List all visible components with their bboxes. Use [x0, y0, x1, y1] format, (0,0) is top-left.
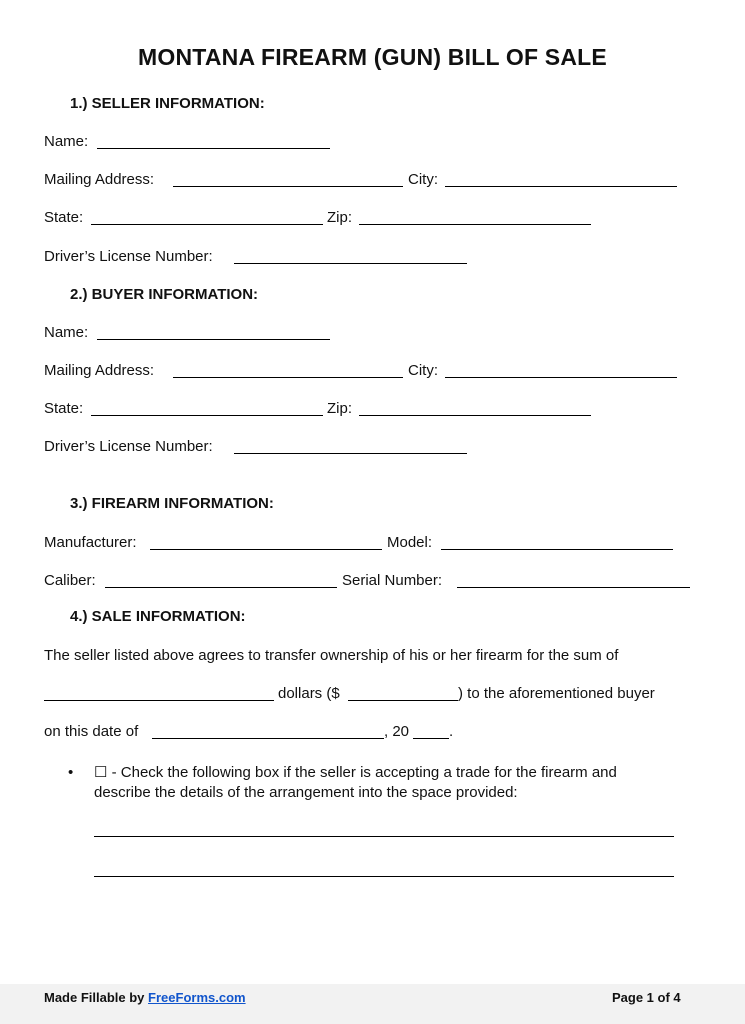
buyer-name-label: Name: — [44, 324, 89, 341]
buyer-city-field[interactable] — [445, 377, 677, 378]
buyer-name-field[interactable] — [97, 339, 330, 340]
seller-city-label: City: — [408, 171, 438, 188]
model-label: Model: — [387, 534, 433, 551]
sale-amount-number-field[interactable] — [348, 700, 458, 701]
year-prefix-text: , 20 — [384, 723, 410, 740]
seller-mailing-label: Mailing Address: — [44, 171, 155, 188]
buyer-state-label: State: — [44, 400, 84, 417]
serial-number-label: Serial Number: — [342, 572, 443, 589]
freeforms-link[interactable]: FreeForms.com — [148, 990, 246, 1005]
dollars-label: dollars ($ — [278, 685, 340, 702]
seller-zip-label: Zip: — [327, 209, 353, 226]
bullet-icon: • — [68, 764, 74, 781]
sale-year-field[interactable] — [413, 738, 449, 739]
buyer-license-field[interactable] — [234, 453, 467, 454]
seller-license-label: Driver’s License Number: — [44, 248, 213, 265]
caliber-field[interactable] — [105, 587, 337, 588]
manufacturer-field[interactable] — [150, 549, 382, 550]
trade-checkbox-text[interactable]: ☐ - Check the following box if the seller is accepting a trade for the firearm and — [94, 764, 617, 781]
model-field[interactable] — [441, 549, 673, 550]
sale-date-label: on this date of — [44, 723, 139, 740]
trade-details-line-1[interactable] — [94, 836, 674, 837]
manufacturer-label: Manufacturer: — [44, 534, 137, 551]
buyer-zip-field[interactable] — [359, 415, 591, 416]
seller-name-field[interactable] — [97, 148, 330, 149]
seller-license-field[interactable] — [234, 263, 467, 264]
serial-number-field[interactable] — [457, 587, 690, 588]
footer-credit — [44, 990, 246, 1005]
buyer-suffix-text: ) to the aforementioned buyer — [458, 685, 655, 702]
year-suffix-text: . — [449, 723, 454, 740]
made-fillable-text: Made Fillable by — [44, 990, 145, 1005]
buyer-zip-label: Zip: — [327, 400, 353, 417]
buyer-state-field[interactable] — [91, 415, 323, 416]
seller-name-label: Name: — [44, 133, 89, 150]
caliber-label: Caliber: — [44, 572, 96, 589]
buyer-mailing-field[interactable] — [173, 377, 403, 378]
buyer-license-label: Driver’s License Number: — [44, 438, 213, 455]
page-indicator: Page 1 of 4 — [612, 990, 681, 1005]
trade-instructions-text: describe the details of the arrangement into the space provided: — [94, 784, 518, 801]
seller-zip-field[interactable] — [359, 224, 591, 225]
buyer-section-heading: 2.) BUYER INFORMATION: — [70, 286, 259, 303]
buyer-mailing-label: Mailing Address: — [44, 362, 155, 379]
seller-state-field[interactable] — [91, 224, 323, 225]
seller-state-label: State: — [44, 209, 84, 226]
sale-amount-words-field[interactable] — [44, 700, 274, 701]
seller-mailing-field[interactable] — [173, 186, 403, 187]
buyer-city-label: City: — [408, 362, 438, 379]
sale-agreement-text: The seller listed above agrees to transfer ownership of his or her firearm for the sum of — [44, 647, 619, 664]
document-title: MONTANA FIREARM (GUN) BILL OF SALE — [138, 44, 607, 70]
sale-date-field[interactable] — [152, 738, 384, 739]
seller-city-field[interactable] — [445, 186, 677, 187]
seller-section-heading: 1.) SELLER INFORMATION: — [70, 95, 265, 112]
firearm-section-heading: 3.) FIREARM INFORMATION: — [70, 495, 274, 512]
trade-details-line-2[interactable] — [94, 876, 674, 877]
sale-section-heading: 4.) SALE INFORMATION: — [70, 608, 246, 625]
